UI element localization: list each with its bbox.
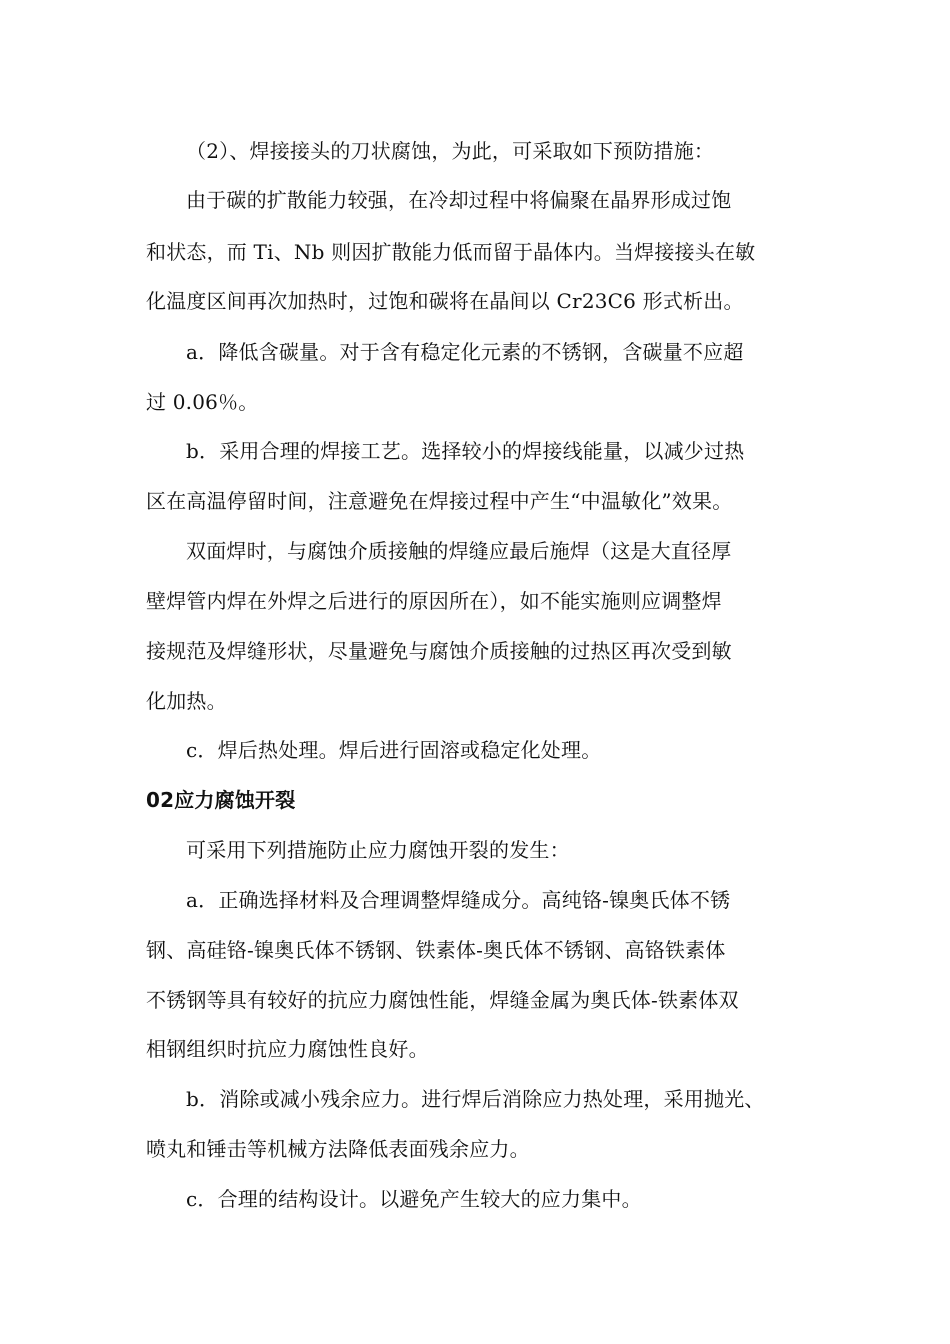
text-line: 相钢组织时抗应力腐蚀性良好。	[146, 1037, 429, 1061]
text-line: 可采用下列措施防止应力腐蚀开裂的发生：	[186, 838, 570, 862]
text-line: 钢、高硅铬-镍奥氏体不锈钢、铁素体-奥氏体不锈钢、高铬铁素体	[146, 938, 726, 962]
text-line: （2）、焊接接头的刀状腐蚀，为此，可采取如下预防措施：	[186, 139, 715, 163]
text-line: 接规范及焊缝形状，尽量避免与腐蚀介质接触的过热区再次受到敏	[146, 639, 732, 663]
text-line: 化加热。	[146, 689, 227, 713]
text-line: 由于碳的扩散能力较强，在冷却过程中将偏聚在晶界形成过饱	[186, 188, 732, 212]
section-heading: 02应力腐蚀开裂	[146, 788, 296, 812]
text-line: c．合理的结构设计。以避免产生较大的应力集中。	[186, 1187, 642, 1211]
text-line: a．降低含碳量。对于含有稳定化元素的不锈钢，含碳量不应超	[186, 340, 744, 364]
text-line: 区在高温停留时间，注意避免在焊接过程中产生“中温敏化”效果。	[146, 489, 733, 513]
text-line: 不锈钢等具有较好的抗应力腐蚀性能，焊缝金属为奥氏体-铁素体双	[146, 988, 739, 1012]
text-line: 喷丸和锤击等机械方法降低表面残余应力。	[146, 1137, 530, 1161]
text-line: a．正确选择材料及合理调整焊缝成分。高纯铬-镍奥氏体不锈	[186, 888, 731, 912]
text-line: 化温度区间再次加热时，过饱和碳将在晶间以 Cr23C6 形式析出。	[146, 289, 744, 313]
text-line: 和状态，而 Ti、Nb 则因扩散能力低而留于晶体内。当焊接接头在敏	[146, 240, 756, 264]
text-line: b．消除或减小残余应力。进行焊后消除应力热处理，采用抛光、	[186, 1087, 765, 1111]
text-line: 过 0.06％。	[146, 390, 259, 414]
text-line: 壁焊管内焊在外焊之后进行的原因所在），如不能实施则应调整焊	[146, 589, 722, 613]
text-line: c．焊后热处理。焊后进行固溶或稳定化处理。	[186, 738, 602, 762]
text-line: b．采用合理的焊接工艺。选择较小的焊接线能量，以减少过热	[186, 439, 745, 463]
text-line: 双面焊时，与腐蚀介质接触的焊缝应最后施焊（这是大直径厚	[186, 539, 732, 563]
